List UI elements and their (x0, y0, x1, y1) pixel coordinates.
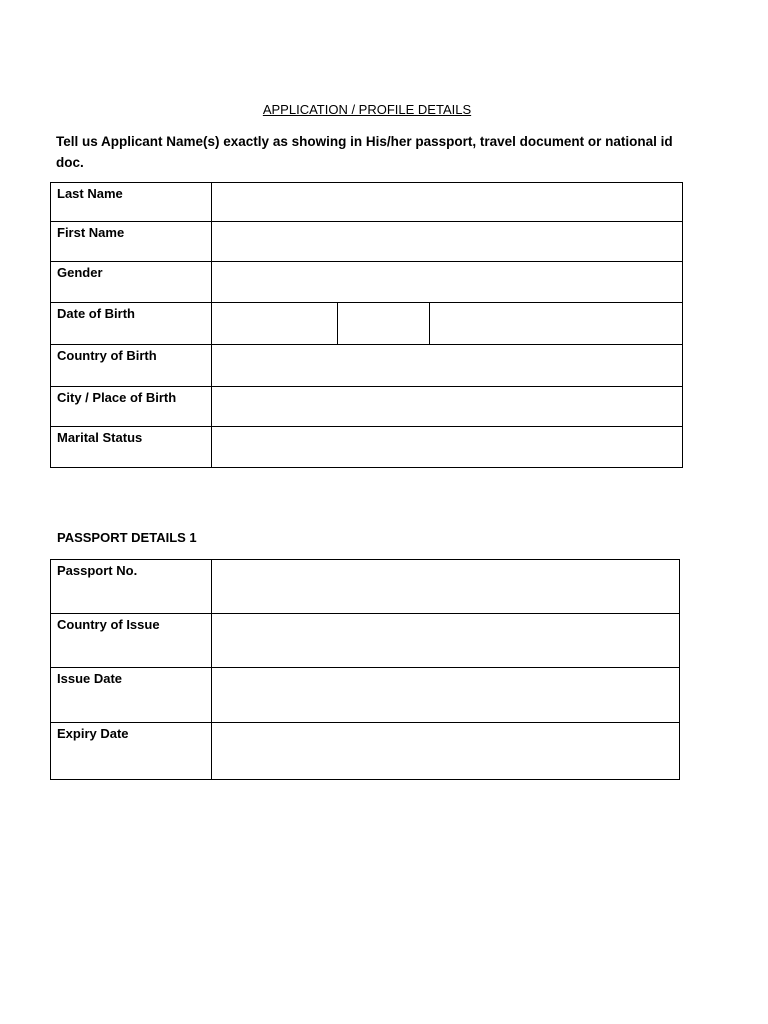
table-row (51, 345, 683, 387)
city-of-birth-field[interactable] (212, 387, 683, 427)
dob-year-field[interactable] (429, 303, 682, 344)
country-of-issue-label: Country of Issue (51, 614, 212, 668)
last-name-label: Last Name (51, 183, 212, 222)
table-row (51, 614, 680, 668)
table-row (51, 668, 680, 723)
date-of-birth-label: Date of Birth (51, 303, 212, 345)
table-row (51, 262, 683, 303)
country-of-issue-field[interactable] (212, 614, 680, 668)
table-row (51, 560, 680, 614)
table-row (51, 723, 680, 780)
gender-label: Gender (51, 262, 212, 303)
table-row (51, 387, 683, 427)
table-row (51, 183, 683, 222)
passport-no-field[interactable] (212, 560, 680, 614)
date-of-birth-fields (212, 303, 683, 345)
country-of-birth-label: Country of Birth (51, 345, 212, 387)
passport-section-title: PASSPORT DETAILS 1 (57, 530, 197, 545)
passport-no-label: Passport No. (51, 560, 212, 614)
country-of-birth-field[interactable] (212, 345, 683, 387)
passport-details-table (50, 559, 680, 780)
issue-date-field[interactable] (212, 668, 680, 723)
first-name-label: First Name (51, 222, 212, 262)
profile-details-table (50, 182, 683, 468)
issue-date-label: Issue Date (51, 668, 212, 723)
dob-day-field[interactable] (212, 303, 337, 344)
intro-text: Tell us Applicant Name(s) exactly as showing in His/her passport, travel document or national id doc. (56, 134, 673, 170)
city-of-birth-label: City / Place of Birth (51, 387, 212, 427)
marital-status-field[interactable] (212, 427, 683, 468)
dob-month-field[interactable] (337, 303, 429, 344)
last-name-field[interactable] (212, 183, 683, 222)
expiry-date-label: Expiry Date (51, 723, 212, 780)
gender-field[interactable] (212, 262, 683, 303)
page-title: APPLICATION / PROFILE DETAILS (262, 102, 472, 117)
table-row (51, 222, 683, 262)
table-row (51, 427, 683, 468)
marital-status-label: Marital Status (51, 427, 212, 468)
table-row (51, 303, 683, 345)
expiry-date-field[interactable] (212, 723, 680, 780)
first-name-field[interactable] (212, 222, 683, 262)
